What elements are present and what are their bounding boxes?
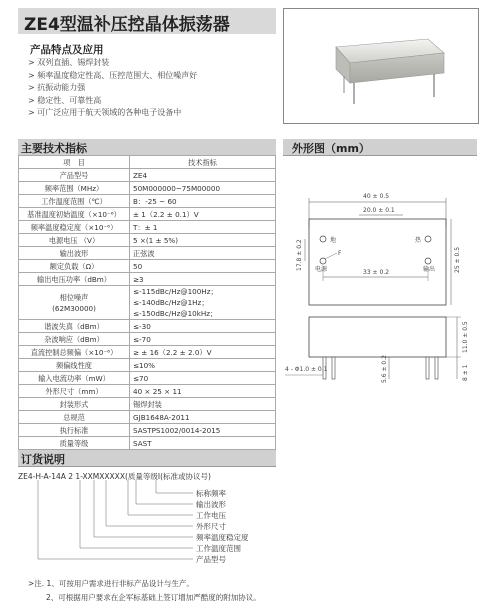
spec-value-line: ≤-140dBc/Hz@1Hz； <box>133 298 209 307</box>
spec-label: 工作温度范围（℃） <box>19 195 130 208</box>
order-field-label: 输出波形 <box>196 500 226 509</box>
table-row <box>19 247 276 260</box>
spec-value-line: SASTPS1002/0014-2015 <box>133 425 221 435</box>
pin-gnd <box>320 236 326 242</box>
pin-lead <box>426 357 429 379</box>
spec-value <box>130 286 276 320</box>
spec-label: 频率温度稳定度（×10⁻⁶） <box>19 221 130 234</box>
spec-value-line: 正弦波 <box>133 248 155 258</box>
table-row <box>19 359 276 372</box>
spec-value-line: SAST <box>133 438 152 448</box>
table-row <box>19 260 276 273</box>
pin-hot-label: 热 <box>415 237 422 244</box>
pin-hot <box>425 236 431 242</box>
spec-label: 额定负载（Ω） <box>19 260 130 273</box>
spec-label: 谐波失真（dBm） <box>19 320 130 333</box>
table-row <box>19 195 276 208</box>
spec-value <box>130 372 276 385</box>
dim-pin-length2: 8 ± 1 <box>462 364 469 381</box>
spec-value-line: ≥ ± 16（2.2 ± 2.0）V <box>133 347 212 357</box>
table-row <box>19 320 276 333</box>
order-field-label: 产品型号 <box>196 555 226 564</box>
spec-label: 产品型号 <box>19 169 130 182</box>
order-field-label: 工作温度范围 <box>196 544 241 553</box>
spec-value-line: ≤70 <box>133 373 149 383</box>
dim-body-height: 11.0 ± 0.5 <box>462 321 469 353</box>
table-row <box>19 221 276 234</box>
note-2: 2、可根据用户要求在企军标基础上签订增加严酷度的附加协议。 <box>46 593 261 602</box>
table-row <box>19 346 276 359</box>
product-photo <box>284 9 478 123</box>
table-row <box>19 437 276 450</box>
table-row <box>19 169 276 182</box>
table-row <box>19 273 276 286</box>
spec-value-line: ≤-150dBc/Hz@10kHz； <box>133 309 218 318</box>
order-code: ZE4-H-A-14A 2 1-XXMXXXXX(质量等级I(标准或协议号) <box>18 472 211 481</box>
table-row <box>19 182 276 195</box>
order-code-leaders <box>18 480 218 570</box>
spec-value-line: 40 × 25 × 11 <box>133 386 182 396</box>
note-1: >注. 1、可按用户需求进行非标产品设计与生产。 <box>28 579 194 588</box>
page-title: ZE4型温补压控晶体振荡器 <box>24 15 230 35</box>
spec-value <box>130 182 276 195</box>
dim-width: 40 ± 0.5 <box>363 193 390 200</box>
spec-value-line: 5 ×(1 ± 5%) <box>133 235 179 245</box>
spec-label: 电源电压 （V） <box>19 234 130 247</box>
table-row <box>19 411 276 424</box>
specs-heading: 主要技术指标 <box>21 142 87 155</box>
spec-value <box>130 346 276 359</box>
dim-left-height: 17.8 ± 0.2 <box>296 239 303 271</box>
table-row <box>19 286 276 320</box>
pin-output <box>425 258 431 264</box>
spec-value <box>130 169 276 182</box>
table-row <box>19 424 276 437</box>
dim-pin-length: 5.6 ± 0.2 <box>381 355 388 383</box>
spec-label: 直流控制总频偏（×10⁻⁶） <box>19 346 130 359</box>
dim-right-height: 25 ± 0.5 <box>454 246 461 273</box>
dim-inner: 20.0 ± 0.1 <box>363 207 395 214</box>
spec-label: 杂波响应（dBm） <box>19 333 130 346</box>
feature-item: > 稳定性、可靠性高 <box>28 95 102 105</box>
spec-value <box>130 437 276 450</box>
pin-ctrl-label: F <box>338 250 342 257</box>
spec-value <box>130 208 276 221</box>
spec-label: 封装形式 <box>19 398 130 411</box>
features-list <box>28 57 197 120</box>
spec-label: 执行标准 <box>19 424 130 437</box>
spec-label: 总规范 <box>19 411 130 424</box>
spec-value <box>130 398 276 411</box>
dim-span: 33 ± 0.2 <box>363 269 390 276</box>
spec-value <box>130 424 276 437</box>
spec-value <box>130 234 276 247</box>
spec-label: 基准温度初始温度（×10⁻⁶） <box>19 208 130 221</box>
spec-value-line: ≥3 <box>133 274 144 284</box>
spec-value <box>130 411 276 424</box>
outline-drawing <box>283 157 477 447</box>
table-header-row <box>19 156 276 169</box>
spec-value-line: ± 1（2.2 ± 0.1）V <box>133 209 199 219</box>
order-field-label: 频率温度稳定度 <box>196 533 249 542</box>
spec-value <box>130 320 276 333</box>
spec-label: 输出波形 <box>19 247 130 260</box>
spec-label: 输出电压功率（dBm） <box>19 273 130 286</box>
spec-value <box>130 247 276 260</box>
spec-label: 输入电流功率（mW） <box>19 372 130 385</box>
table-row <box>19 234 276 247</box>
table-header-cell: 技术指标 <box>130 156 276 169</box>
table-row <box>19 385 276 398</box>
spec-value <box>130 195 276 208</box>
pin-output-label: 输出 <box>423 266 436 273</box>
spec-value-line: ZE4 <box>133 170 148 180</box>
pin-lead <box>332 357 335 379</box>
order-field-label: 工作电压 <box>196 511 226 520</box>
table-row <box>19 372 276 385</box>
drawing-heading: 外形图（mm） <box>292 142 370 155</box>
spec-value <box>130 260 276 273</box>
spec-value <box>130 333 276 346</box>
pin-power-label: 电源 <box>315 266 328 273</box>
table-row <box>19 333 276 346</box>
table-header-cell: 项 目 <box>19 156 130 169</box>
feature-item: > 双列直插、锡焊封装 <box>28 58 110 67</box>
spec-value <box>130 385 276 398</box>
spec-label: 质量等级 <box>19 437 130 450</box>
table-row <box>19 208 276 221</box>
spec-value-line: ≤-70 <box>133 334 151 344</box>
specs-table <box>18 155 276 450</box>
spec-value-line: B：-25 ~ 60 <box>133 196 177 206</box>
spec-label: 外形尺寸（mm） <box>19 385 130 398</box>
spec-value-line: GJB1648A-2011 <box>133 412 190 422</box>
product-photo-frame <box>283 8 479 124</box>
order-heading: 订货说明 <box>21 453 65 466</box>
spec-value-line: 50M000000~75M00000 <box>133 183 221 193</box>
feature-item: > 可广泛应用于航天领域的各种电子设备中 <box>28 108 182 118</box>
body-side-outline <box>309 317 446 357</box>
dim-pin-diameter: 4 - Φ1.0 ± 0.1 <box>285 366 328 373</box>
spec-value-line: 锡焊封装 <box>133 399 162 409</box>
pin-gnd-label: 地 <box>330 237 337 244</box>
table-row <box>19 398 276 411</box>
spec-label: 频偏线性度 <box>19 359 130 372</box>
spec-value <box>130 359 276 372</box>
feature-item: > 频率温度稳定性高、压控范围大、相位噪声好 <box>28 70 198 80</box>
spec-value-line: T：± 1 <box>133 222 158 232</box>
spec-value-line: ≤10% <box>133 360 155 370</box>
feature-item: > 抗振动能力强 <box>28 83 86 93</box>
spec-value-line: 50 <box>133 261 143 271</box>
order-field-label: 外形尺寸 <box>196 522 226 531</box>
spec-value-line: ≤-115dBc/Hz@100Hz； <box>133 287 218 296</box>
spec-value <box>130 221 276 234</box>
spec-label: 相位噪声 (62M30000) <box>19 286 130 320</box>
spec-value <box>130 273 276 286</box>
spec-label: 频率范围（MHz） <box>19 182 130 195</box>
pin-lead <box>435 357 438 379</box>
order-field-label: 标称频率 <box>196 489 226 498</box>
spec-value-line: ≤-30 <box>133 321 151 331</box>
features-heading: 产品特点及应用 <box>30 44 104 56</box>
